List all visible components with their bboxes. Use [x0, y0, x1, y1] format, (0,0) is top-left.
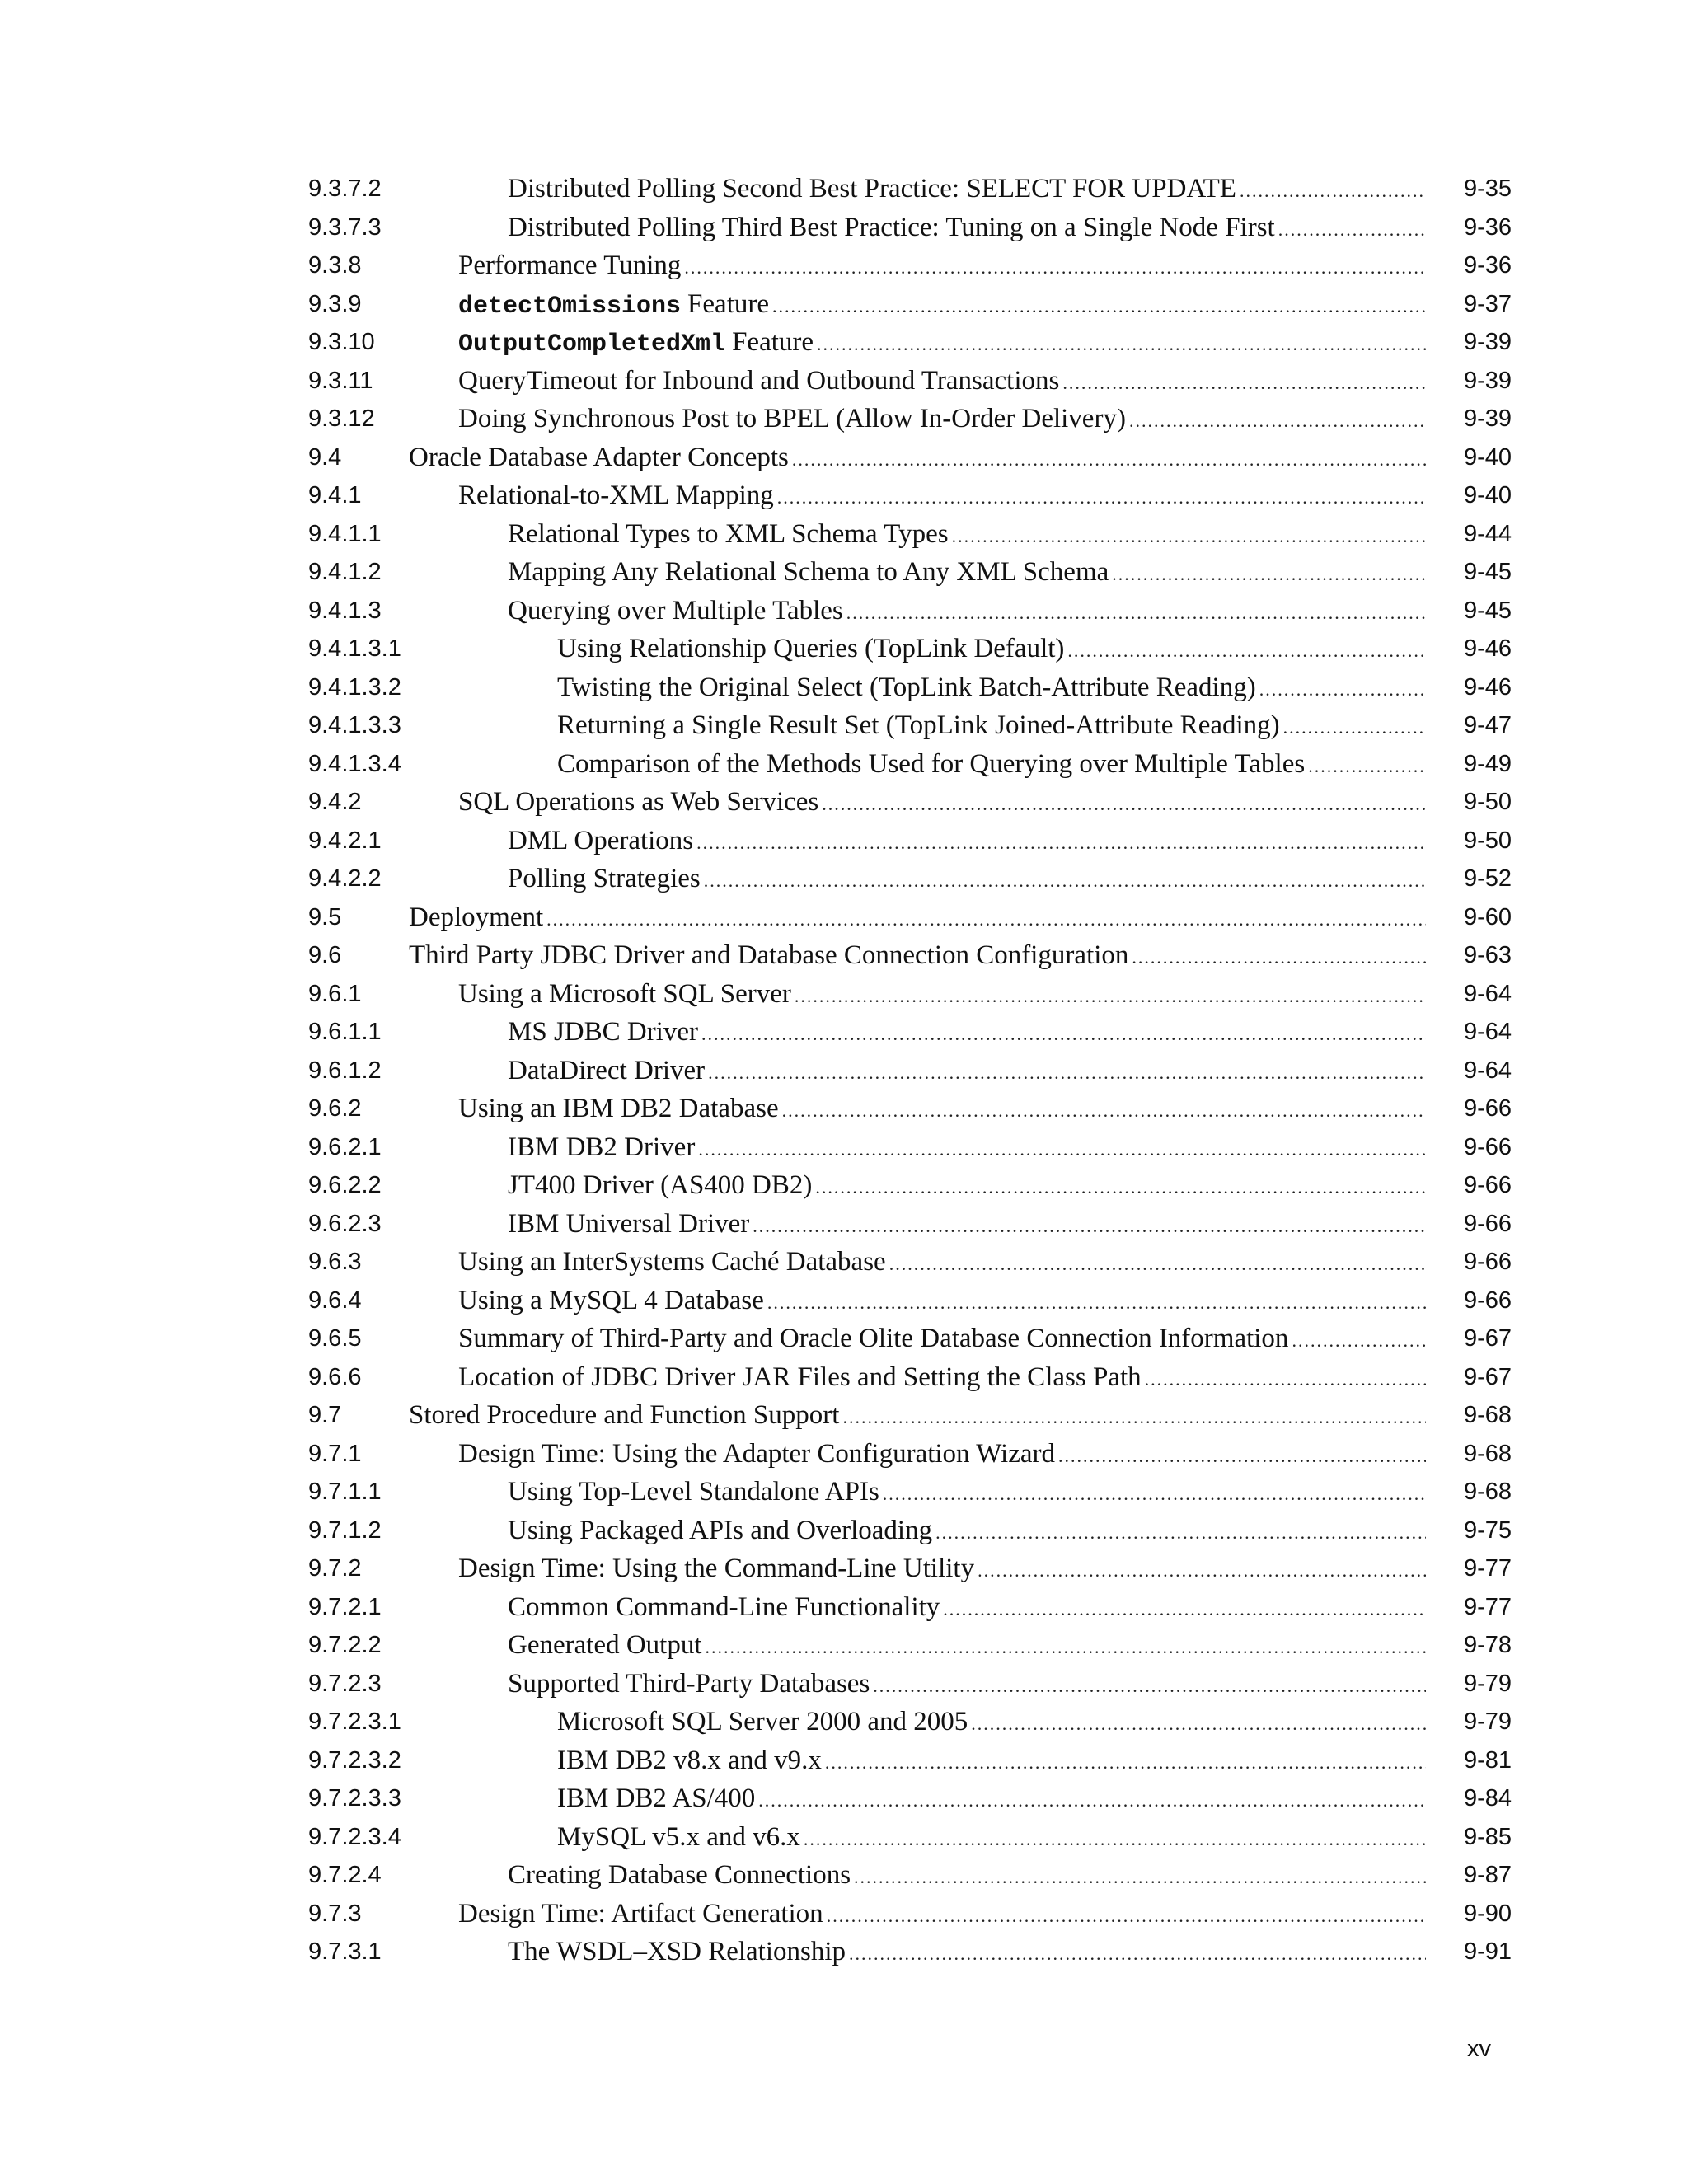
- toc-entry-title: MS JDBC Driver: [508, 1017, 699, 1047]
- toc-entry[interactable]: [308, 1128, 1512, 1167]
- toc-entry-number: 9.3.9: [308, 290, 362, 317]
- toc-entry-label: [508, 1626, 1426, 1667]
- toc-entry-number: 9.7.2.3: [308, 1670, 382, 1697]
- toc-entry-title: Using a Microsoft SQL Server: [458, 978, 791, 1009]
- toc-entry-title: Supported Third-Party Databases: [508, 1668, 870, 1699]
- toc-entry-page: 9-77: [1463, 1593, 1512, 1620]
- toc-entry-number: 9.7: [308, 1402, 342, 1428]
- toc-entry-page: 9-66: [1463, 1210, 1512, 1237]
- toc-entry-number: 9.4: [308, 443, 342, 471]
- toc-entry-label: [458, 1090, 1426, 1131]
- toc-entry-title: Distributed Polling Third Best Practice: Tuning on a Single Node First: [508, 212, 1275, 242]
- dot-leader: [705, 1054, 1426, 1093]
- toc-entry-title: Third Party JDBC Driver and Database Connection Configuration: [409, 940, 1129, 970]
- toc-entry-number: 9.7.1.2: [308, 1516, 382, 1544]
- toc-entry-label: [458, 1435, 1426, 1476]
- dot-leader: [843, 594, 1426, 633]
- toc-entry-label: [557, 706, 1426, 748]
- toc-entry-number: 9.6.1: [308, 980, 362, 1007]
- toc-entry[interactable]: [308, 553, 1512, 592]
- toc-entry[interactable]: [308, 170, 1512, 209]
- toc-entry-label: [458, 1282, 1426, 1323]
- toc-entry-label: [409, 936, 1426, 977]
- toc-entry-title: IBM DB2 AS/400: [557, 1783, 756, 1813]
- toc-entry-title: Common Command-Line Functionality: [508, 1591, 940, 1622]
- dot-leader: [1256, 671, 1426, 710]
- toc-entry-number: 9.3.7.3: [308, 213, 382, 241]
- toc-entry-page: 9-90: [1463, 1900, 1512, 1927]
- dot-leader: [701, 862, 1426, 901]
- toc-entry-title: Design Time: Using the Adapter Configuration Wizard: [458, 1438, 1055, 1469]
- toc-entry[interactable]: [308, 285, 1512, 324]
- dot-leader: [791, 977, 1426, 1016]
- toc-entry-label: [508, 553, 1426, 594]
- toc-entry-label: [458, 1243, 1426, 1284]
- toc-entry-label: [508, 1588, 1426, 1629]
- toc-entry-label: [458, 476, 1426, 518]
- toc-entry-page: 9-77: [1463, 1555, 1512, 1582]
- dot-leader: [822, 1744, 1426, 1783]
- toc-entry-number: 9.7.1: [308, 1440, 362, 1467]
- toc-entry-number: 9.6.3: [308, 1249, 362, 1275]
- toc-entry-number: 9.6: [308, 942, 342, 968]
- toc-entry-page: 9-85: [1463, 1823, 1512, 1850]
- toc-entry-page: 9-39: [1463, 329, 1512, 355]
- toc-entry[interactable]: [308, 476, 1512, 515]
- toc-entry[interactable]: [308, 822, 1512, 860]
- toc-entry-number: 9.6.1.1: [308, 1019, 382, 1045]
- dot-leader: [1236, 172, 1426, 211]
- toc-entry-number: 9.4.1.1: [308, 520, 382, 547]
- toc-entry-number: 9.7.2.1: [308, 1593, 382, 1620]
- page-folio: xv: [1467, 2036, 1491, 2062]
- toc-entry-number: 9.7.3.1: [308, 1938, 382, 1965]
- toc-entry[interactable]: [308, 1895, 1512, 1933]
- toc-entry[interactable]: [308, 1779, 1512, 1818]
- toc-entry-title: Returning a Single Result Set (TopLink Joined-Attribute Reading): [557, 710, 1280, 740]
- dot-leader: [800, 1821, 1426, 1859]
- toc-entry-title: Using Packaged APIs and Overloading: [508, 1515, 933, 1545]
- toc-entry-label: [458, 783, 1426, 824]
- toc-entry-label: [409, 898, 1426, 940]
- toc-entry-number: 9.4.1.3.3: [308, 712, 401, 738]
- toc-entry-page: 9-68: [1463, 1440, 1512, 1467]
- toc-entry[interactable]: [308, 1703, 1512, 1741]
- toc-entry-number: 9.7.2.2: [308, 1632, 382, 1658]
- toc-entry[interactable]: [308, 1435, 1512, 1474]
- toc-entry[interactable]: [308, 1626, 1512, 1665]
- toc-entry-page: 9-87: [1463, 1862, 1512, 1888]
- dot-leader: [968, 1705, 1426, 1744]
- toc-entry-label: [508, 860, 1426, 901]
- toc-entry-number: 9.3.12: [308, 405, 375, 432]
- toc-entry-number: 9.4.1.3.4: [308, 750, 401, 777]
- toc-entry-label: [557, 668, 1426, 710]
- dot-leader: [814, 326, 1426, 364]
- toc-entry-number: 9.6.2.3: [308, 1210, 382, 1237]
- dot-leader: [1305, 748, 1426, 786]
- toc-entry-number: 9.6.6: [308, 1363, 362, 1390]
- dot-leader: [695, 1131, 1426, 1169]
- dot-leader: [1280, 709, 1426, 748]
- toc-entry[interactable]: [308, 1319, 1512, 1358]
- dot-leader: [818, 785, 1426, 824]
- dot-leader: [1288, 1322, 1426, 1361]
- toc-entry-number: 9.6.2.1: [308, 1133, 382, 1160]
- toc-entry-number: 9.5: [308, 903, 342, 930]
- toc-entry-label: [557, 1779, 1426, 1821]
- dot-leader: [940, 1591, 1426, 1629]
- toc-entry-title: Using Top-Level Standalone APIs: [508, 1477, 879, 1507]
- toc-entry-title: Doing Synchronous Post to BPEL (Allow In-Order Delivery): [458, 404, 1126, 434]
- toc-entry-page: 9-36: [1463, 213, 1512, 241]
- toc-entry[interactable]: [308, 745, 1512, 784]
- toc-entry[interactable]: [308, 1588, 1512, 1627]
- toc-entry-title: Microsoft SQL Server 2000 and 2005: [557, 1707, 968, 1736]
- toc-entry-title: Performance Tuning: [458, 251, 682, 280]
- toc-entry-page: 9-50: [1463, 789, 1512, 815]
- toc-entry-label: [458, 975, 1426, 1016]
- dot-leader: [839, 1399, 1426, 1437]
- dot-leader: [870, 1667, 1426, 1706]
- toc-entry-number: 9.7.2.4: [308, 1862, 382, 1888]
- toc-entry-page: 9-60: [1463, 903, 1512, 930]
- toc-entry[interactable]: [308, 936, 1512, 975]
- dot-leader: [1128, 939, 1426, 977]
- toc-entry-title: DML Operations: [508, 825, 694, 855]
- toc-entry-page: 9-79: [1463, 1708, 1512, 1735]
- dot-leader: [1275, 211, 1426, 250]
- toc-entry-number: 9.7.2: [308, 1555, 362, 1582]
- toc-entry-number: 9.7.2.3.3: [308, 1785, 401, 1811]
- toc-entry-title: Polling Strategies: [508, 864, 701, 893]
- toc-entry[interactable]: [308, 1396, 1512, 1435]
- dot-leader: [681, 249, 1426, 288]
- dot-leader: [1142, 1361, 1426, 1399]
- toc-entry-label: [508, 209, 1426, 250]
- dot-leader: [974, 1552, 1426, 1591]
- toc-entry[interactable]: [308, 706, 1512, 745]
- toc-entry[interactable]: [308, 1665, 1512, 1704]
- toc-entry[interactable]: [308, 515, 1512, 554]
- toc-entry-label: [458, 246, 1426, 288]
- dot-leader: [846, 1935, 1426, 1974]
- toc-entry-code: OutputCompletedXml: [458, 330, 726, 359]
- toc-entry[interactable]: [308, 1205, 1512, 1244]
- toc-entry-number: 9.4.2.1: [308, 827, 382, 854]
- dot-leader: [764, 1284, 1426, 1323]
- toc-entry[interactable]: [308, 1282, 1512, 1320]
- toc-entry-page: 9-64: [1463, 980, 1512, 1007]
- toc-entry-title: Using Relationship Queries (TopLink Default): [557, 634, 1065, 663]
- toc-entry-number: 9.3.10: [308, 329, 375, 355]
- toc-entry-label: [458, 1358, 1426, 1399]
- toc-entry-title: Creating Database Connections: [508, 1860, 851, 1890]
- toc-entry-page: 9-45: [1463, 597, 1512, 624]
- toc-entry[interactable]: [308, 1741, 1512, 1780]
- toc-entry-title: Querying over Multiple Tables: [508, 595, 843, 626]
- toc-entry-page: 9-78: [1463, 1632, 1512, 1658]
- toc-entry-page: 9-67: [1463, 1363, 1512, 1390]
- toc-entry-label: [508, 1665, 1426, 1706]
- dot-leader: [749, 1207, 1426, 1246]
- toc-entry-page: 9-44: [1463, 520, 1512, 547]
- toc-entry-label: [458, 323, 1426, 364]
- toc-entry-number: 9.6.1.2: [308, 1057, 382, 1084]
- toc-entry-label: [508, 1205, 1426, 1246]
- toc-entry-number: 9.7.2.3.2: [308, 1746, 401, 1774]
- toc-entry-label: [508, 1166, 1426, 1207]
- dot-leader: [789, 441, 1426, 480]
- toc-entry-label: [508, 1013, 1426, 1054]
- toc-entry[interactable]: [308, 1511, 1512, 1550]
- toc-entry-title: QueryTimeout for Inbound and Outbound Transactions: [458, 365, 1060, 396]
- toc-entry[interactable]: [308, 783, 1512, 822]
- toc-entry-label: [508, 1856, 1426, 1897]
- dot-leader: [949, 518, 1426, 556]
- dot-leader: [812, 1169, 1426, 1207]
- toc-entry[interactable]: [308, 209, 1512, 247]
- toc-entry-label: [508, 1473, 1426, 1514]
- toc-entry-title: Summary of Third-Party and Oracle Olite Database Connection Information: [458, 1324, 1289, 1353]
- toc-entry-page: 9-66: [1463, 1286, 1512, 1314]
- toc-entry[interactable]: [308, 1013, 1512, 1052]
- toc-entry-title: IBM DB2 Driver: [508, 1132, 696, 1162]
- toc-entry-page: 9-46: [1463, 673, 1512, 701]
- toc-entry-number: 9.3.8: [308, 252, 362, 279]
- toc-entry[interactable]: [308, 668, 1512, 707]
- toc-entry[interactable]: [308, 438, 1512, 477]
- toc-entry-page: 9-64: [1463, 1019, 1512, 1045]
- toc-entry-title: Design Time: Using the Command-Line Utility: [458, 1554, 975, 1583]
- toc-entry[interactable]: [308, 630, 1512, 668]
- toc-entry-label: [409, 1396, 1426, 1437]
- toc-entry-page: 9-46: [1463, 635, 1512, 662]
- toc-entry-page: 9-91: [1463, 1938, 1512, 1965]
- toc-entry-number: 9.6.5: [308, 1325, 362, 1352]
- toc-entry-title: Feature: [687, 288, 769, 319]
- toc-entry[interactable]: [308, 1052, 1512, 1090]
- toc-entry-title: Stored Procedure and Function Support: [409, 1400, 840, 1430]
- toc-entry-label: [508, 822, 1426, 863]
- toc-entry[interactable]: [308, 1090, 1512, 1128]
- dot-leader: [879, 1475, 1426, 1514]
- toc-entry-label: [557, 1703, 1426, 1744]
- toc-entry[interactable]: [308, 323, 1512, 362]
- toc-entry-title: DataDirect Driver: [508, 1055, 706, 1085]
- toc-entry-page: 9-75: [1463, 1516, 1512, 1544]
- dot-leader: [886, 1245, 1426, 1284]
- toc-entry-title: Generated Output: [508, 1630, 702, 1660]
- toc-entry-page: 9-68: [1463, 1479, 1512, 1505]
- toc-entry-title: Feature: [732, 327, 814, 357]
- toc-entry[interactable]: [308, 362, 1512, 401]
- toc-entry-page: 9-36: [1463, 252, 1512, 279]
- toc-entry-title: Location of JDBC Driver JAR Files and Setting the Class Path: [458, 1361, 1142, 1392]
- toc-entry-number: 9.7.2.3.1: [308, 1708, 401, 1735]
- toc-entry-page: 9-37: [1463, 290, 1512, 317]
- toc-entry-number: 9.7.3: [308, 1900, 362, 1927]
- toc-entry-number: 9.4.1.3.1: [308, 635, 401, 662]
- dot-leader: [1126, 402, 1426, 441]
- toc-entry[interactable]: [308, 1166, 1512, 1205]
- toc-entry-label: [557, 745, 1426, 786]
- toc-entry[interactable]: [308, 898, 1512, 937]
- toc-entry-label: [458, 285, 1426, 326]
- toc-entry-number: 9.6.2.2: [308, 1172, 382, 1198]
- toc-entry-label: [409, 438, 1426, 480]
- toc-entry-label: [508, 592, 1426, 633]
- dot-leader: [932, 1514, 1426, 1553]
- toc-entry-page: 9-68: [1463, 1402, 1512, 1428]
- dot-leader: [1064, 632, 1426, 671]
- toc-entry-page: 9-35: [1463, 176, 1512, 202]
- toc-entry-page: 9-66: [1463, 1095, 1512, 1122]
- toc-entry-page: 9-66: [1463, 1172, 1512, 1198]
- dot-leader: [823, 1897, 1426, 1936]
- toc-entry-label: [458, 362, 1426, 403]
- toc-entry-title: Distributed Polling Second Best Practice: SELECT FOR UPDATE: [508, 174, 1236, 204]
- dot-leader: [702, 1629, 1427, 1667]
- toc-entry-title: IBM DB2 v8.x and v9.x: [557, 1745, 822, 1775]
- dot-leader: [779, 1092, 1426, 1131]
- toc-entry-page: 9-39: [1463, 405, 1512, 432]
- toc-entry-page: 9-50: [1463, 827, 1512, 854]
- dot-leader: [755, 1782, 1426, 1821]
- toc-entry-title: The WSDL–XSD Relationship: [508, 1937, 846, 1966]
- toc-entry-label: [458, 1319, 1426, 1361]
- toc-entry-title: MySQL v5.x and v6.x: [557, 1821, 800, 1852]
- toc-entry-label: [557, 1741, 1426, 1783]
- toc-entry-page: 9-63: [1463, 942, 1512, 968]
- dot-leader: [851, 1858, 1426, 1897]
- toc-entry-title: Mapping Any Relational Schema to Any XML Schema: [508, 557, 1109, 587]
- toc-entry-page: 9-49: [1463, 750, 1512, 777]
- toc-entry-page: 9-39: [1463, 367, 1512, 394]
- toc-entry[interactable]: [308, 975, 1512, 1014]
- toc-entry-label: [557, 1818, 1426, 1859]
- toc-entry-title: Relational Types to XML Schema Types: [508, 518, 949, 549]
- toc-entry-title: Using a MySQL 4 Database: [458, 1285, 764, 1315]
- toc-entry-number: 9.4.1.2: [308, 559, 382, 585]
- toc-entry-title: Using an IBM DB2 Database: [458, 1094, 779, 1123]
- toc-entry-number: 9.6.2: [308, 1095, 362, 1122]
- toc-entry-page: 9-79: [1463, 1670, 1512, 1697]
- toc-entry-number: 9.3.7.2: [308, 176, 382, 202]
- toc-entry-label: [458, 400, 1426, 441]
- toc-entry-code: detectOmissions: [458, 292, 682, 321]
- toc-entry-page: 9-40: [1463, 443, 1512, 471]
- toc-entry-page: 9-81: [1463, 1746, 1512, 1774]
- toc-entry-title: JT400 Driver (AS400 DB2): [508, 1170, 813, 1200]
- toc-entry-number: 9.6.4: [308, 1286, 362, 1314]
- toc-entry-number: 9.3.11: [308, 367, 373, 394]
- toc-entry-label: [458, 1895, 1426, 1936]
- toc-entry-number: 9.7.2.3.4: [308, 1823, 401, 1850]
- toc-entry-title: Comparison of the Methods Used for Querying over Multiple Tables: [557, 748, 1306, 779]
- toc-entry-page: 9-64: [1463, 1057, 1512, 1084]
- toc-entry-label: [508, 1933, 1426, 1974]
- toc-entry-label: [508, 170, 1426, 211]
- toc-entry-page: 9-52: [1463, 865, 1512, 892]
- table-of-contents: [308, 170, 1512, 1971]
- dot-leader: [1059, 364, 1426, 403]
- toc-entry[interactable]: [308, 1358, 1512, 1397]
- toc-entry-label: [508, 1052, 1426, 1093]
- dot-leader: [693, 824, 1426, 863]
- toc-entry-page: 9-40: [1463, 482, 1512, 509]
- toc-entry-page: 9-66: [1463, 1133, 1512, 1160]
- toc-entry-title: Deployment: [409, 902, 544, 932]
- toc-entry-page: 9-45: [1463, 559, 1512, 585]
- toc-entry-page: 9-84: [1463, 1785, 1512, 1811]
- toc-entry-title: Oracle Database Adapter Concepts: [409, 442, 789, 472]
- toc-entry[interactable]: [308, 1856, 1512, 1895]
- toc-entry-number: 9.4.2.2: [308, 865, 382, 892]
- dot-leader: [543, 901, 1426, 940]
- toc-entry[interactable]: [308, 400, 1512, 438]
- toc-entry[interactable]: [308, 1243, 1512, 1282]
- toc-entry-number: 9.7.1.1: [308, 1479, 382, 1505]
- dot-leader: [1109, 555, 1426, 594]
- toc-entry[interactable]: [308, 1818, 1512, 1857]
- toc-entry-number: 9.4.1.3.2: [308, 673, 401, 701]
- toc-entry-label: [508, 1128, 1426, 1169]
- dot-leader: [1055, 1437, 1426, 1476]
- toc-entry-label: [508, 1511, 1426, 1553]
- toc-entry[interactable]: [308, 592, 1512, 630]
- toc-entry[interactable]: [308, 1933, 1512, 1971]
- dot-leader: [774, 479, 1426, 518]
- toc-entry-label: [458, 1549, 1426, 1591]
- toc-entry-title: Design Time: Artifact Generation: [458, 1898, 823, 1929]
- toc-entry-title: Using an InterSystems Caché Database: [458, 1247, 886, 1277]
- toc-entry[interactable]: [308, 1549, 1512, 1588]
- toc-entry-number: 9.4.1: [308, 482, 362, 509]
- toc-entry-title: Twisting the Original Select (TopLink Batch-Attribute Reading): [557, 672, 1256, 702]
- toc-entry-title: IBM Universal Driver: [508, 1208, 750, 1239]
- toc-entry-page: 9-66: [1463, 1249, 1512, 1275]
- toc-entry[interactable]: [308, 860, 1512, 898]
- toc-entry-title: Relational-to-XML Mapping: [458, 480, 774, 510]
- toc-entry-page: 9-47: [1463, 712, 1512, 738]
- toc-entry-number: 9.4.2: [308, 789, 362, 815]
- toc-entry-label: [557, 630, 1426, 671]
- toc-entry-title: SQL Operations as Web Services: [458, 787, 819, 817]
- dot-leader: [698, 1015, 1426, 1054]
- toc-entry-page: 9-67: [1463, 1325, 1512, 1352]
- toc-entry[interactable]: [308, 1473, 1512, 1511]
- toc-entry[interactable]: [308, 246, 1512, 285]
- dot-leader: [769, 288, 1426, 326]
- toc-entry-number: 9.4.1.3: [308, 597, 382, 624]
- toc-entry-label: [508, 515, 1426, 556]
